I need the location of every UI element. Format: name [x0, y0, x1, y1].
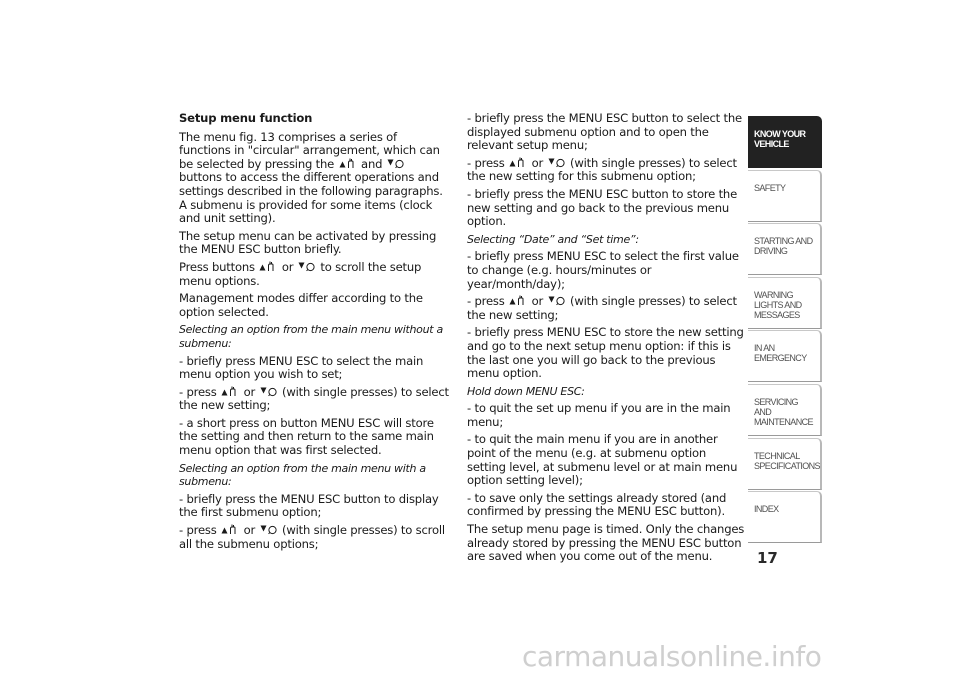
paragraph: - to save only the settings already stored (and confirmed by pressing the MENU ESC button).: [467, 490, 727, 519]
up-button-icon: [259, 261, 277, 272]
paragraph: - briefly press the MENU ESC button to store the new setting and go back to the previous menu option.: [467, 186, 738, 229]
paragraph: - a short press on button MENU ESC will store the setting and then return to the same main menu option that was first selected.: [179, 415, 434, 458]
text-run: buttons to access the different operations and settings described in the following paragraphs. A submenu is provided for some items (clock and unit setting).: [179, 170, 443, 226]
paragraph: - to quit the set up menu if you are in the main menu;: [467, 401, 731, 429]
down-button-icon: [298, 261, 316, 272]
text-run: - press: [467, 155, 505, 170]
paragraph: Management modes differ according to the option selected.: [179, 291, 423, 319]
text-run: or: [243, 384, 256, 399]
down-button-icon: [548, 157, 566, 168]
text-run: - press: [467, 294, 505, 309]
tab-servicing-and-maintenance[interactable]: SERVICING AND MAINTENANCE: [748, 384, 822, 436]
right-text-column: [467, 112, 745, 568]
paragraph: - briefly press MENU ESC to select the first value to change (e.g. hours/minutes or year/month/day);: [467, 249, 739, 291]
paragraph: [179, 524, 451, 551]
paragraph: The setup menu can be activated by pressing the MENU ESC button briefly.: [179, 228, 437, 257]
paragraph: The setup menu page is timed. Only the changes already stored by pressing the MENU ESC button are saved when you come out of the menu.: [467, 522, 745, 564]
text-run: (with single presses) to select the new setting;: [179, 384, 449, 413]
paragraph: [467, 295, 745, 322]
subheading: Selecting an option from the main menu without a submenu:: [179, 323, 443, 350]
watermark: carmanualsonline.info: [522, 640, 822, 673]
tab-know-your-vehicle[interactable]: KNOW YOUR VEHICLE: [748, 116, 822, 168]
tab-in-an-emergency[interactable]: IN AN EMERGENCY: [748, 330, 822, 382]
left-text-column: [179, 112, 451, 555]
paragraph: - briefly press MENU ESC to store the new setting and go to the next setup menu option: if this is the last one you will go back to the previous menu option.: [467, 325, 744, 381]
text-run: or: [531, 294, 544, 309]
text-run: - press: [179, 523, 217, 538]
subheading: Selecting an option from the main menu with a submenu:: [179, 461, 426, 489]
paragraph: [467, 157, 745, 184]
paragraph: [179, 261, 451, 288]
down-button-icon: [260, 524, 278, 535]
paragraph: [179, 386, 451, 413]
chapter-tabs: [748, 116, 822, 545]
section-heading: Setup menu function: [179, 111, 313, 125]
text-run: The menu fig. 13 comprises a series of functions in "circular" arrangement, which can be selected by pressing the: [179, 129, 440, 171]
text-run: (with single presses) to select the new setting for this submenu option;: [467, 155, 737, 184]
tab-index[interactable]: INDEX: [748, 491, 822, 543]
text-run: - press: [179, 384, 217, 399]
text-run: to scroll the setup menu options.: [179, 259, 422, 288]
up-button-icon: [221, 386, 239, 397]
text-run: or: [243, 523, 256, 538]
text-run: and: [361, 156, 383, 171]
up-button-icon: [509, 295, 527, 306]
down-button-icon: [260, 386, 278, 397]
up-button-icon: [221, 524, 239, 535]
tab-warning-lights-and-messages[interactable]: WARNING LIGHTS AND MESSAGES: [748, 277, 822, 329]
subheading: Selecting “Date” and “Set time”:: [467, 232, 639, 246]
paragraph: - briefly press MENU ESC to select the main menu option you wish to set;: [179, 353, 424, 382]
down-button-icon: [548, 295, 566, 306]
paragraph: - briefly press the MENU ESC button to select the displayed submenu option and to open the relevant setup menu;: [467, 111, 742, 153]
text-run: or: [531, 155, 544, 170]
paragraph: - to quit the main menu if you are in another point of the menu (e.g. at submenu option setting level, at submenu level or at main menu option setting level);: [467, 432, 738, 488]
page-number: 17: [757, 549, 778, 567]
tab-starting-and-driving[interactable]: STARTING AND DRIVING: [748, 223, 822, 275]
text-run: (with single presses) to select the new setting;: [467, 294, 737, 322]
text-run: or: [281, 259, 294, 274]
tab-technical-specifications[interactable]: TECHNICAL SPECIFICATIONS: [748, 438, 822, 490]
up-button-icon: [509, 157, 527, 168]
up-button-icon: [339, 158, 357, 169]
paragraph: - briefly press the MENU ESC button to display the first submenu option;: [179, 491, 439, 520]
subheading: Hold down MENU ESC:: [467, 384, 585, 398]
paragraph: [179, 131, 451, 226]
text-run: Press buttons: [179, 259, 255, 274]
text-run: (with single presses) to scroll all the submenu options;: [179, 523, 445, 551]
tab-safety[interactable]: SAFETY: [748, 170, 822, 222]
down-button-icon: [387, 158, 405, 169]
